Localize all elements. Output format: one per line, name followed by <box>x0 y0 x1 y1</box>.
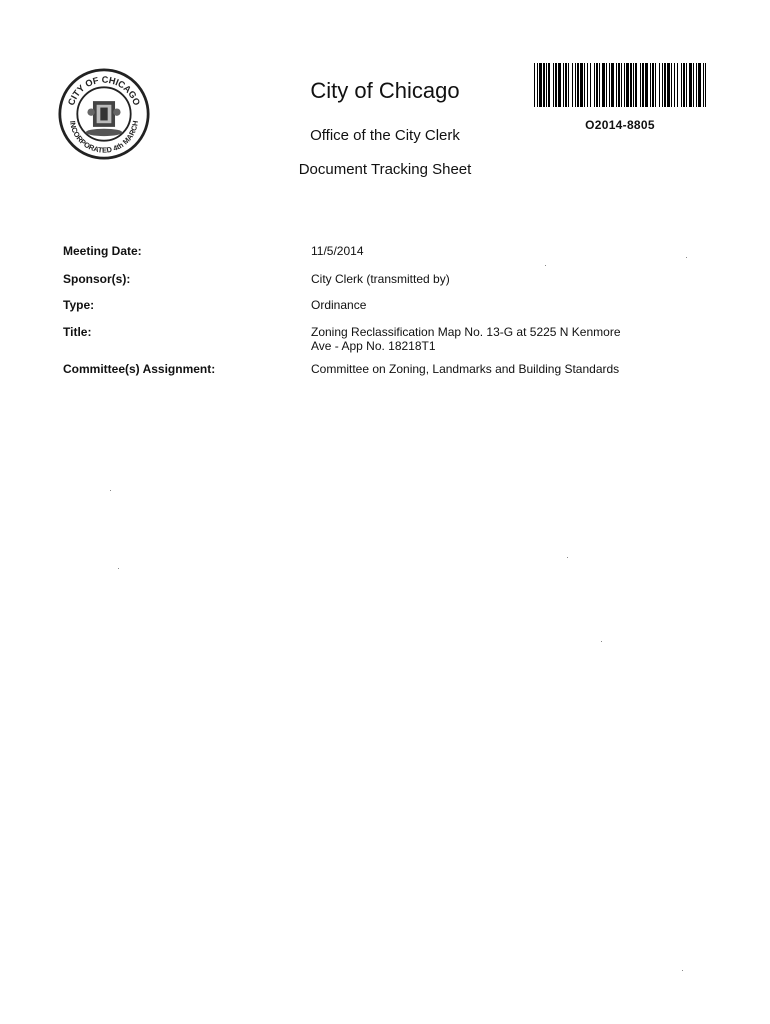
committee-label: Committee(s) Assignment: <box>63 362 216 376</box>
title-value <box>311 325 706 353</box>
barcode-bar <box>652 63 654 107</box>
barcode-bar <box>686 63 687 107</box>
barcode-bar <box>642 63 644 107</box>
barcode-bar <box>624 63 625 107</box>
barcode-bar <box>693 63 694 107</box>
scan-speck <box>601 641 602 642</box>
barcode-bar <box>584 63 585 107</box>
barcode-bar <box>587 63 588 107</box>
barcode-bar <box>645 63 648 107</box>
barcode-bar <box>671 63 672 107</box>
barcode-bar <box>611 63 614 107</box>
barcode-bar <box>677 63 678 107</box>
sponsors-label: Sponsor(s): <box>63 272 131 286</box>
barcode-bar <box>667 63 670 107</box>
barcode-bar <box>594 63 595 107</box>
barcode-bar <box>650 63 651 107</box>
barcode-bar <box>616 63 617 107</box>
barcode-bar <box>626 63 629 107</box>
barcode-bar <box>659 63 660 107</box>
meeting-date-label: Meeting Date: <box>63 244 142 258</box>
barcode-bar <box>565 63 567 107</box>
barcode-bar <box>662 63 663 107</box>
barcode-bar <box>630 63 632 107</box>
scan-speck <box>110 490 111 491</box>
barcode-bar <box>563 63 564 107</box>
barcode-bar <box>698 63 701 107</box>
barcode-bar <box>546 63 547 107</box>
city-title: City of Chicago <box>310 78 460 103</box>
type-label: Type: <box>63 298 95 312</box>
scan-speck <box>118 568 119 569</box>
title-label: Title: <box>63 325 92 339</box>
barcode-bar <box>696 63 697 107</box>
barcode-bar <box>664 63 666 107</box>
city-seal-logo <box>58 68 150 160</box>
barcode-bar <box>703 63 704 107</box>
barcode-bar <box>599 63 600 107</box>
sponsors-value: City Clerk (transmitted by) <box>311 272 450 286</box>
barcode-bar <box>705 63 706 107</box>
barcode-bar <box>553 63 554 107</box>
barcode-bar <box>674 63 675 107</box>
barcode-bar <box>558 63 561 107</box>
barcode-bar <box>621 63 622 107</box>
title-value-line-1: Zoning Reclassification Map No. 13-G at 5225 N Kenmore <box>311 325 621 339</box>
barcode <box>534 63 706 107</box>
barcode-bar <box>577 63 579 107</box>
barcode-bar <box>683 63 685 107</box>
barcode-bar <box>633 63 634 107</box>
barcode-bar <box>635 63 637 107</box>
barcode-bar <box>539 63 542 107</box>
barcode-bar <box>548 63 550 107</box>
scan-speck <box>567 557 568 558</box>
barcode-bar <box>689 63 692 107</box>
barcode-bar <box>575 63 576 107</box>
barcode-bar <box>618 63 620 107</box>
barcode-bar <box>606 63 607 107</box>
scan-speck <box>545 265 546 266</box>
barcode-bar <box>537 63 538 107</box>
title-value-line-2: Ave - App No. 18218T1 <box>311 339 436 353</box>
barcode-bar <box>543 63 545 107</box>
scan-speck <box>682 970 683 971</box>
barcode-bar <box>596 63 598 107</box>
sheet-title: Document Tracking Sheet <box>298 161 472 178</box>
committee-value: Committee on Zoning, Landmarks and Building Standards <box>311 362 620 376</box>
barcode-bar <box>568 63 569 107</box>
office-name: Office of the City Clerk <box>310 127 460 144</box>
barcode-bar <box>534 63 535 107</box>
barcode-bar <box>640 63 641 107</box>
barcode-bar <box>590 63 591 107</box>
meeting-date-value: 11/5/2014 <box>311 244 364 258</box>
seal-bottom-text: INCORPORATED 4th MARCH <box>68 119 141 155</box>
type-value: Ordinance <box>311 298 367 312</box>
document-number: O2014-8805 <box>585 118 655 132</box>
barcode-bar <box>555 63 557 107</box>
seal-top-text: CITY OF CHICAGO <box>66 74 142 107</box>
barcode-bar <box>609 63 610 107</box>
barcode-bar <box>655 63 656 107</box>
barcode-bar <box>572 63 573 107</box>
scan-speck <box>686 257 687 258</box>
barcode-bar <box>580 63 583 107</box>
barcode-bar <box>602 63 605 107</box>
barcode-bar <box>681 63 682 107</box>
